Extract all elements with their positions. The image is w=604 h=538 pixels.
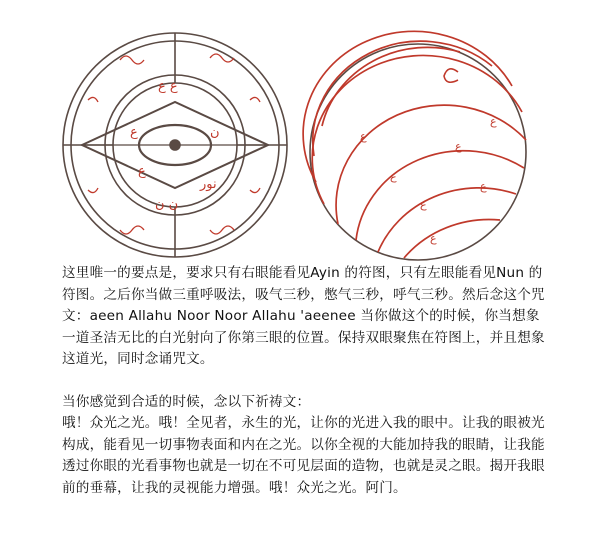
left-mark-5: ع [138, 164, 146, 179]
left-mark-2: ن [210, 125, 220, 140]
prayer-intro: 当你感觉到合适的时候，念以下祈祷文： [62, 393, 311, 410]
instruction-paragraph: 这里唯一的要点是，要求只有右眼能看见Ayin 的符图，只有左眼能看见Nun 的符图。之后你当做三重呼吸法，吸气三秒，憋气三秒，呼气三秒。然后念这个咒文：aeen Allahu Noor Noor Allahu 'aeenee 当你做这个的时候，你当想象一道圣洁无比的白光射向了你第三眼的位置。保持双眼聚焦在符图上，并且想象这道光，同时念诵咒文。 [62, 265, 545, 367]
left-mark-3: ع ع [158, 79, 178, 94]
prayer-paragraph: 哦！众光之光。哦！全见者，永生的光，让你的光进入我的眼中。让我的眼被光构成，能看见一切事物表面和内在之光。以你全视的大能加持我的眼睛，让我能透过你眼的光看事物也就是一切在不可见层面的造物，也就是灵之眼。揭开我眼前的垂幕，让我的灵视能力增强。哦！众光之光。阿门。 [62, 415, 545, 496]
right-mark-6: ع [490, 115, 497, 128]
body-text [62, 263, 552, 499]
left-mark-6: ن ن [155, 197, 179, 212]
talisman-figure [60, 30, 535, 265]
left-mark-1: ع [130, 125, 138, 140]
right-mark-1: ع [360, 130, 367, 143]
right-mark-3: ع [420, 198, 427, 211]
nun-talisman-image [303, 31, 526, 260]
right-mark-5: ع [480, 180, 487, 193]
right-mark-4: ع [455, 140, 462, 153]
right-mark-7: ع [430, 232, 437, 245]
left-mark-4: نور [200, 177, 217, 192]
right-mark-2: ع [390, 170, 397, 183]
ayin-talisman-image [63, 33, 287, 257]
